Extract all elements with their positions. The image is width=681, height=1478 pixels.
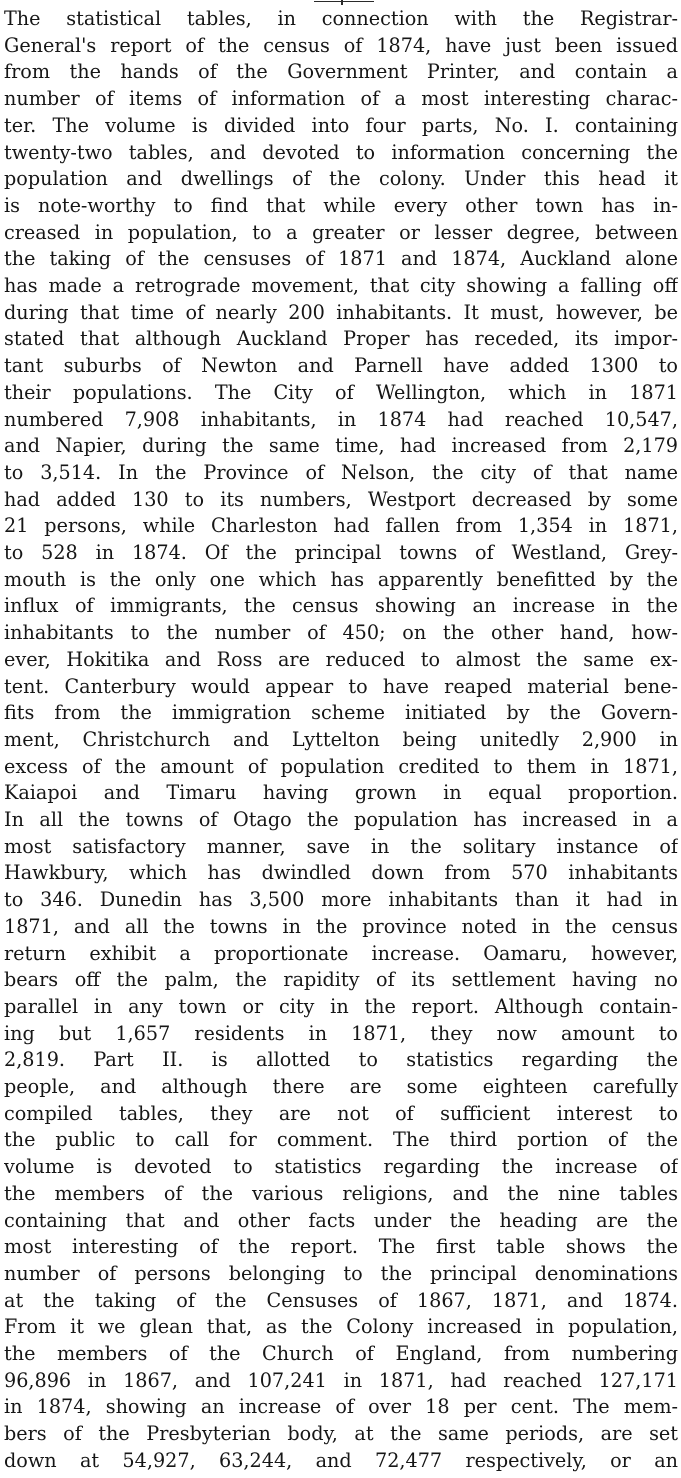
article-line: In all the towns of Otago the population has increased in a (4, 808, 678, 831)
article-line: tant suburbs of Newton and Parnell have added 1300 to (4, 354, 678, 378)
article-line: at the taking of the Censuses of 1867, 1871, and 1874. (4, 1288, 678, 1312)
article-line: 1871, and all the towns in the province noted in the census (4, 914, 678, 938)
article-line: excess of the amount of population credited to them in 1871, (4, 754, 678, 778)
article-line: twenty-two tables, and devoted to information concerning the (4, 140, 678, 164)
article-line: is note-worthy to find that while every other town has in- (4, 193, 678, 217)
article-line: 96,896 in 1867, and 107,241 in 1871, had reached 127,171 (4, 1368, 678, 1392)
article-line: to 346. Dunedin has 3,500 more inhabitants than it had in (4, 888, 678, 912)
article-line: parallel in any town or city in the report. Although contain- (4, 994, 678, 1018)
article-line: The statistical tables, in connection with the Registrar- (4, 7, 678, 30)
article-line: creased in population, to a greater or lesser degree, between (4, 220, 678, 244)
article-line: return exhibit a proportionate increase. Oamaru, however, (4, 941, 678, 965)
article-line: Kaiapoi and Timaru having grown in equal proportion. (4, 781, 678, 805)
article-line: influx of immigrants, the census showing an increase in the (4, 594, 678, 618)
article-line: Hawkbury, which has dwindled down from 570 inhabitants (4, 861, 678, 885)
article-line: tent. Canterbury would appear to have reaped material bene- (4, 674, 678, 698)
article-line: ever, Hokitika and Ross are reduced to almost the same ex- (4, 647, 678, 671)
article-line: to 528 in 1874. Of the principal towns of Westland, Grey- (4, 541, 678, 564)
article-line: number of persons belonging to the principal denominations (4, 1261, 678, 1285)
article-line: 2,819. Part II. is allotted to statistics regarding the (4, 1048, 678, 1072)
article-line: most interesting of the report. The first table shows the (4, 1235, 678, 1259)
article-line: number of items of information of a most interesting charac- (4, 87, 678, 111)
article-line: had added 130 to its numbers, Westport decreased by some (4, 487, 678, 511)
article-line: volume is devoted to statistics regarding the increase of (4, 1155, 678, 1179)
article-line: stated that although Auckland Proper has receded, its impor- (4, 327, 678, 351)
article-line: in 1874, showing an increase of over 18 per cent. The mem- (4, 1395, 678, 1419)
article-line: containing that and other facts under the heading are the (4, 1208, 678, 1232)
article-line: ter. The volume is divided into four parts, No. I. containing (4, 113, 678, 137)
article-line: has made a retrograde movement, that city showing a falling off (4, 274, 678, 297)
article-line: the public to call for comment. The third portion of the (4, 1128, 678, 1152)
article-line: their populations. The City of Wellington, which in 1871 (4, 380, 678, 404)
article-line: From it we glean that, as the Colony increased in population, (4, 1315, 678, 1339)
article-line: the taking of the censuses of 1871 and 1874, Auckland alone (4, 247, 678, 271)
article-line: bers of the Presbyterian body, at the same periods, are set (4, 1422, 678, 1446)
article-line: to 3,514. In the Province of Nelson, the city of that name (4, 460, 678, 484)
article-line: General's report of the census of 1874, have just been issued (4, 33, 678, 57)
article-line: the members of the various religions, and the nine tables (4, 1181, 678, 1205)
article-line: people, and although there are some eighteen carefully (4, 1075, 678, 1098)
article-line: ment, Christchurch and Lyttelton being unitedly 2,900 in (4, 727, 678, 751)
article-line: most satisfactory manner, save in the solitary instance of (4, 834, 678, 858)
article-line: 21 persons, while Charleston had fallen from 1,354 in 1871, (4, 514, 678, 538)
article-line: and Napier, during the same time, had increased from 2,179 (4, 434, 678, 458)
article-line: compiled tables, they are not of sufficient interest to (4, 1101, 678, 1125)
article-line: from the hands of the Government Printer, and contain a (4, 60, 678, 84)
article-line: inhabitants to the number of 450; on the other hand, how- (4, 621, 678, 645)
article-line: down at 54,927, 63,244, and 72,477 respectively, or an (4, 1448, 678, 1472)
article-line: numbered 7,908 inhabitants, in 1874 had reached 10,547, (4, 407, 678, 431)
article-line: the members of the Church of England, from numbering (4, 1342, 678, 1365)
article-line: fits from the immigration scheme initiated by the Govern- (4, 701, 678, 725)
article-line: population and dwellings of the colony. Under this head it (4, 167, 678, 191)
article-line: during that time of nearly 200 inhabitants. It must, however, be (4, 300, 678, 324)
article-line: ing but 1,657 residents in 1871, they now amount to (4, 1021, 678, 1045)
article-line: bears off the palm, the rapidity of its settlement having no (4, 968, 678, 992)
article-line: mouth is the only one which has apparently benefitted by the (4, 567, 678, 591)
